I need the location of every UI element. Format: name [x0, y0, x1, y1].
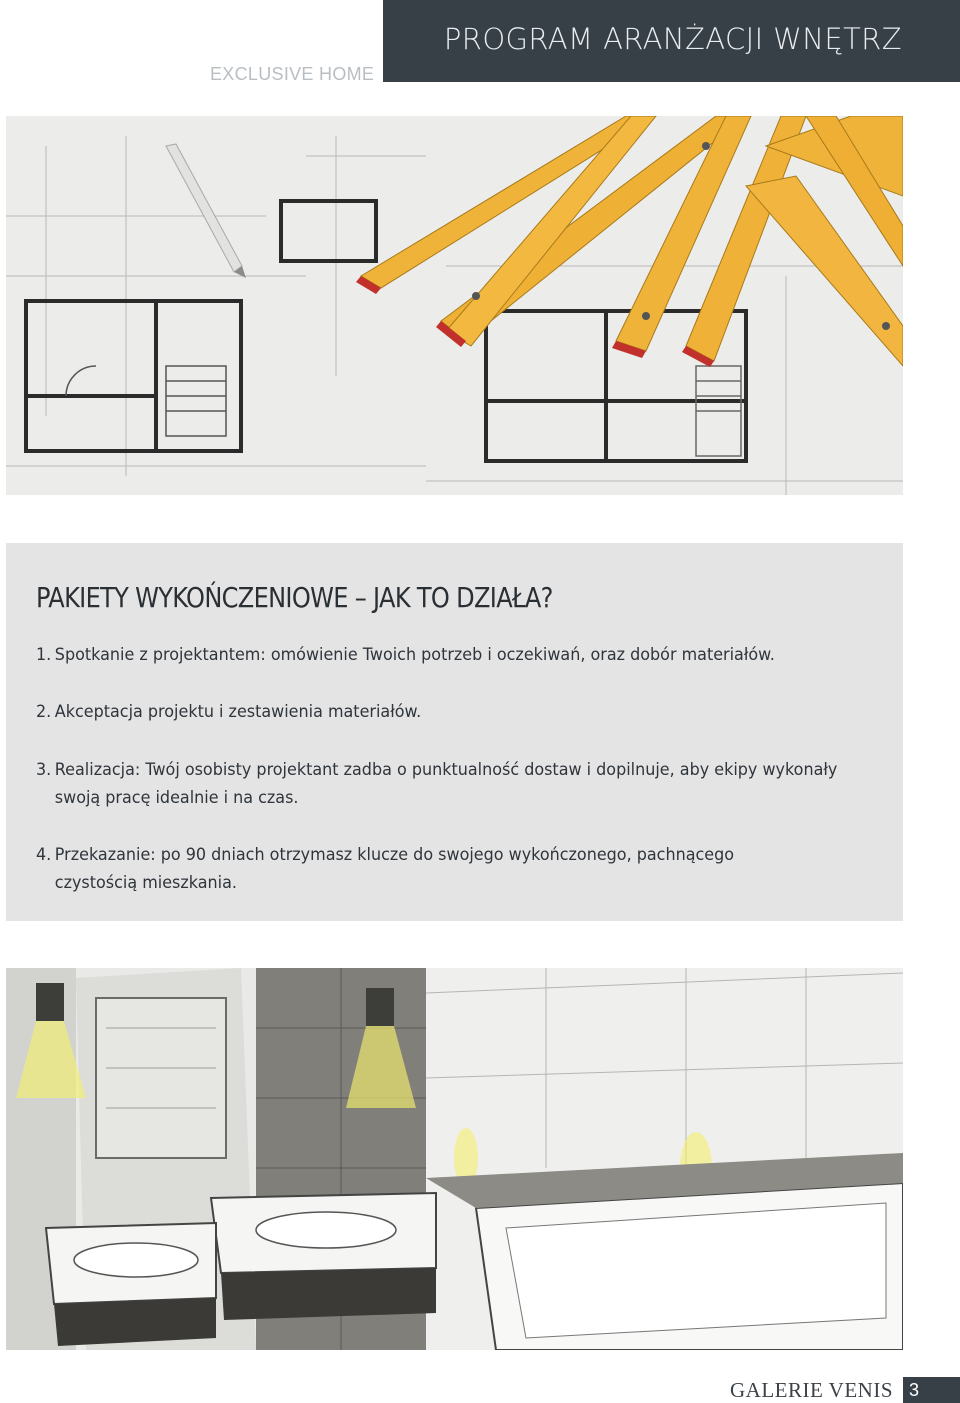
step-text-continued: swoją pracę idealnie i na czas. — [54, 788, 299, 808]
step-text: Przekazanie: po 90 dniach otrzymasz klucze do swojego wykończonego, pachnącego — [54, 845, 735, 865]
page-number: 3 — [909, 1380, 920, 1400]
step-number: 2. — [36, 702, 52, 722]
info-panel — [6, 543, 903, 921]
bathroom-sketch-photo — [6, 968, 903, 1350]
step-text: Spotkanie z projektantem: omówienie Twoich potrzeb i oczekiwań, oraz dobór materiałów. — [54, 645, 775, 665]
step-text: Realizacja: Twój osobisty projektant zadba o punktualność dostaw i dopilnuje, aby ekipy wykonały — [54, 760, 838, 780]
panel-heading: PAKIETY WYKOŃCZENIOWE – JAK TO DZIAŁA? — [36, 581, 553, 614]
header-bar — [383, 0, 960, 82]
step-number: 1. — [36, 645, 52, 665]
step-text-continued: czystością mieszkania. — [54, 873, 237, 893]
step-3 — [36, 756, 837, 812]
step-number: 4. — [36, 845, 52, 865]
step-2 — [36, 698, 421, 726]
blueprint-photo — [6, 116, 903, 495]
page-title: PROGRAM ARANŻACJI WNĘTRZ — [443, 22, 902, 56]
step-text: Akceptacja projektu i zestawienia materiałów. — [54, 702, 422, 722]
step-number: 3. — [36, 760, 52, 780]
footer-brand: GALERIE VENIS — [729, 1378, 893, 1402]
step-1 — [36, 641, 775, 669]
step-4 — [36, 841, 734, 897]
brand-label: EXCLUSIVE HOME — [210, 64, 375, 84]
